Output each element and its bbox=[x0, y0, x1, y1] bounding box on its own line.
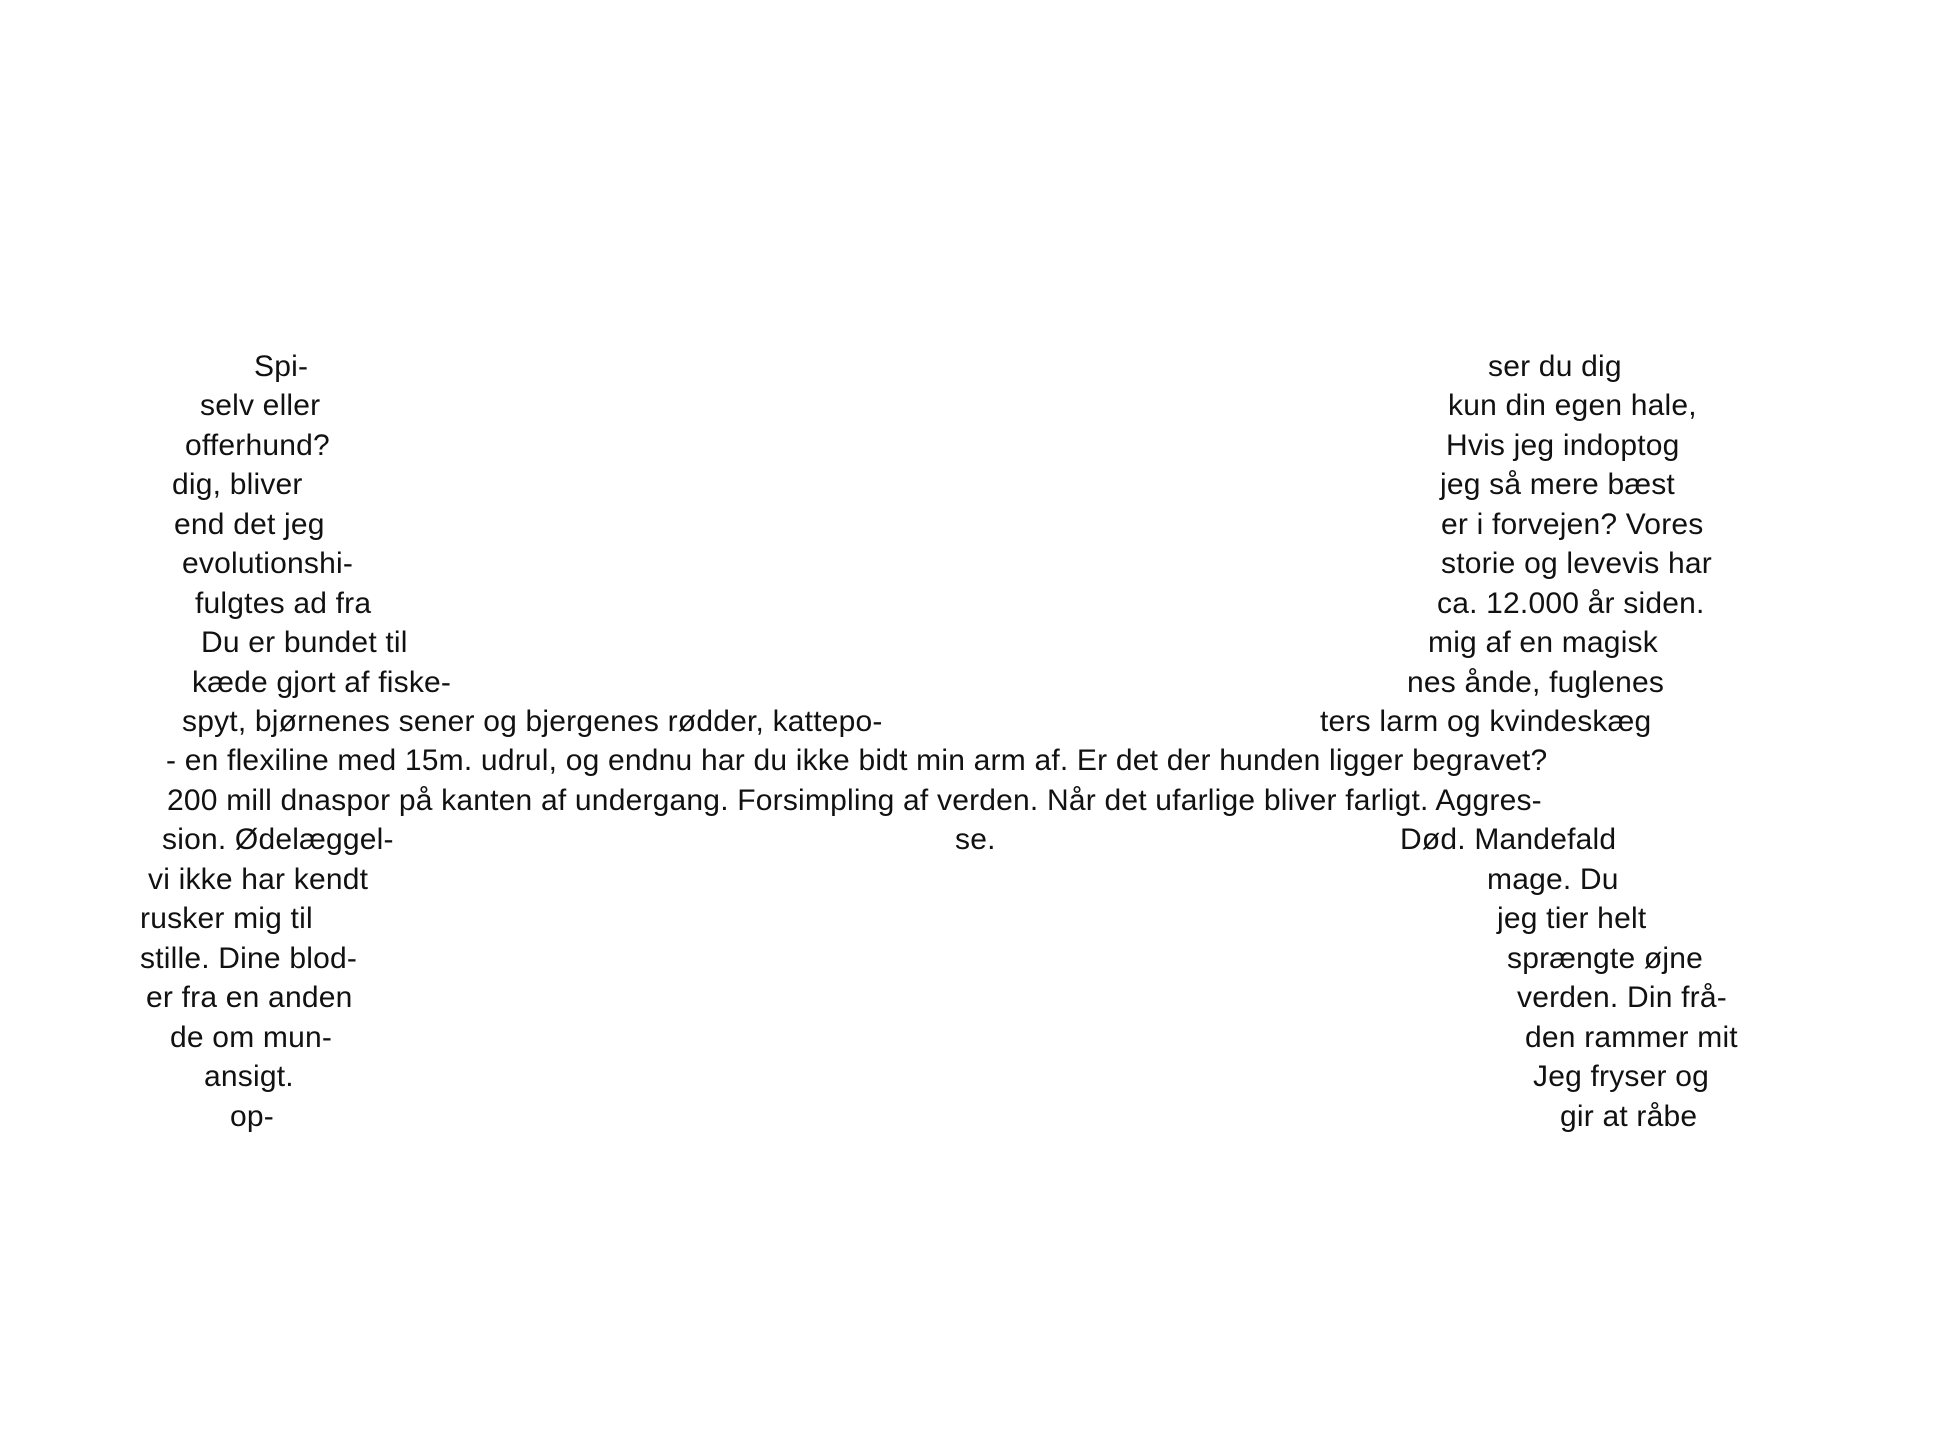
left-line-8: Du er bundet til bbox=[201, 626, 408, 659]
left-line-3: offerhund? bbox=[185, 429, 330, 462]
left-line-5: end det jeg bbox=[174, 508, 325, 541]
right-line-7: ca. 12.000 år siden. bbox=[1437, 587, 1705, 620]
right-line-4: jeg så mere bæst bbox=[1440, 468, 1675, 501]
center-fragment: se. bbox=[955, 823, 996, 856]
left-line-2: selv eller bbox=[200, 389, 321, 422]
left-line-9: kæde gjort af fiske- bbox=[192, 666, 452, 699]
left-line-1: Spi- bbox=[254, 350, 309, 383]
left-line-15: rusker mig til bbox=[140, 902, 313, 935]
bridge-line-1: - en flexiline med 15m. udrul, og endnu har du ikke bidt min arm af. Er det der hunden ligger begravet? bbox=[166, 744, 1548, 777]
left-line-4: dig, bliver bbox=[172, 468, 303, 501]
right-line-6: storie og levevis har bbox=[1441, 547, 1712, 580]
left-line-16: stille. Dine blod- bbox=[140, 942, 358, 975]
left-line-20: op- bbox=[230, 1100, 274, 1133]
left-line-10: spyt, bjørnenes sener og bjergenes rødder, kattepo- bbox=[182, 705, 883, 738]
left-line-6: evolutionshi- bbox=[182, 547, 354, 580]
bridge-line-2: 200 mill dnaspor på kanten af undergang. Forsimpling af verden. Når det ufarlige bliver farligt. Aggres- bbox=[167, 784, 1542, 817]
right-line-18: gir at råbe bbox=[1560, 1100, 1698, 1133]
left-line-18: de om mun- bbox=[170, 1021, 333, 1054]
left-line-7: fulgtes ad fra bbox=[195, 587, 372, 620]
left-line-13: sion. Ødelæggel- bbox=[162, 823, 394, 856]
right-line-5: er i forvejen? Vores bbox=[1441, 508, 1704, 541]
left-line-17: er fra en anden bbox=[146, 981, 353, 1014]
right-line-11: Død. Mandefald bbox=[1400, 823, 1617, 856]
right-line-9: nes ånde, fuglenes bbox=[1407, 666, 1665, 699]
right-line-8: mig af en magisk bbox=[1428, 626, 1658, 659]
left-line-19: ansigt. bbox=[204, 1060, 294, 1093]
right-line-1: ser du dig bbox=[1488, 350, 1622, 383]
right-line-2: kun din egen hale, bbox=[1448, 389, 1697, 422]
right-line-10: ters larm og kvindeskæg bbox=[1320, 705, 1652, 738]
right-line-17: Jeg fryser og bbox=[1533, 1060, 1710, 1093]
right-line-3: Hvis jeg indoptog bbox=[1446, 429, 1680, 462]
right-line-13: jeg tier helt bbox=[1497, 902, 1647, 935]
right-line-16: den rammer mit bbox=[1525, 1021, 1738, 1054]
right-line-15: verden. Din frå- bbox=[1517, 981, 1727, 1014]
right-line-14: sprængte øjne bbox=[1507, 942, 1704, 975]
right-line-12: mage. Du bbox=[1487, 863, 1619, 896]
left-line-14: vi ikke har kendt bbox=[148, 863, 369, 896]
